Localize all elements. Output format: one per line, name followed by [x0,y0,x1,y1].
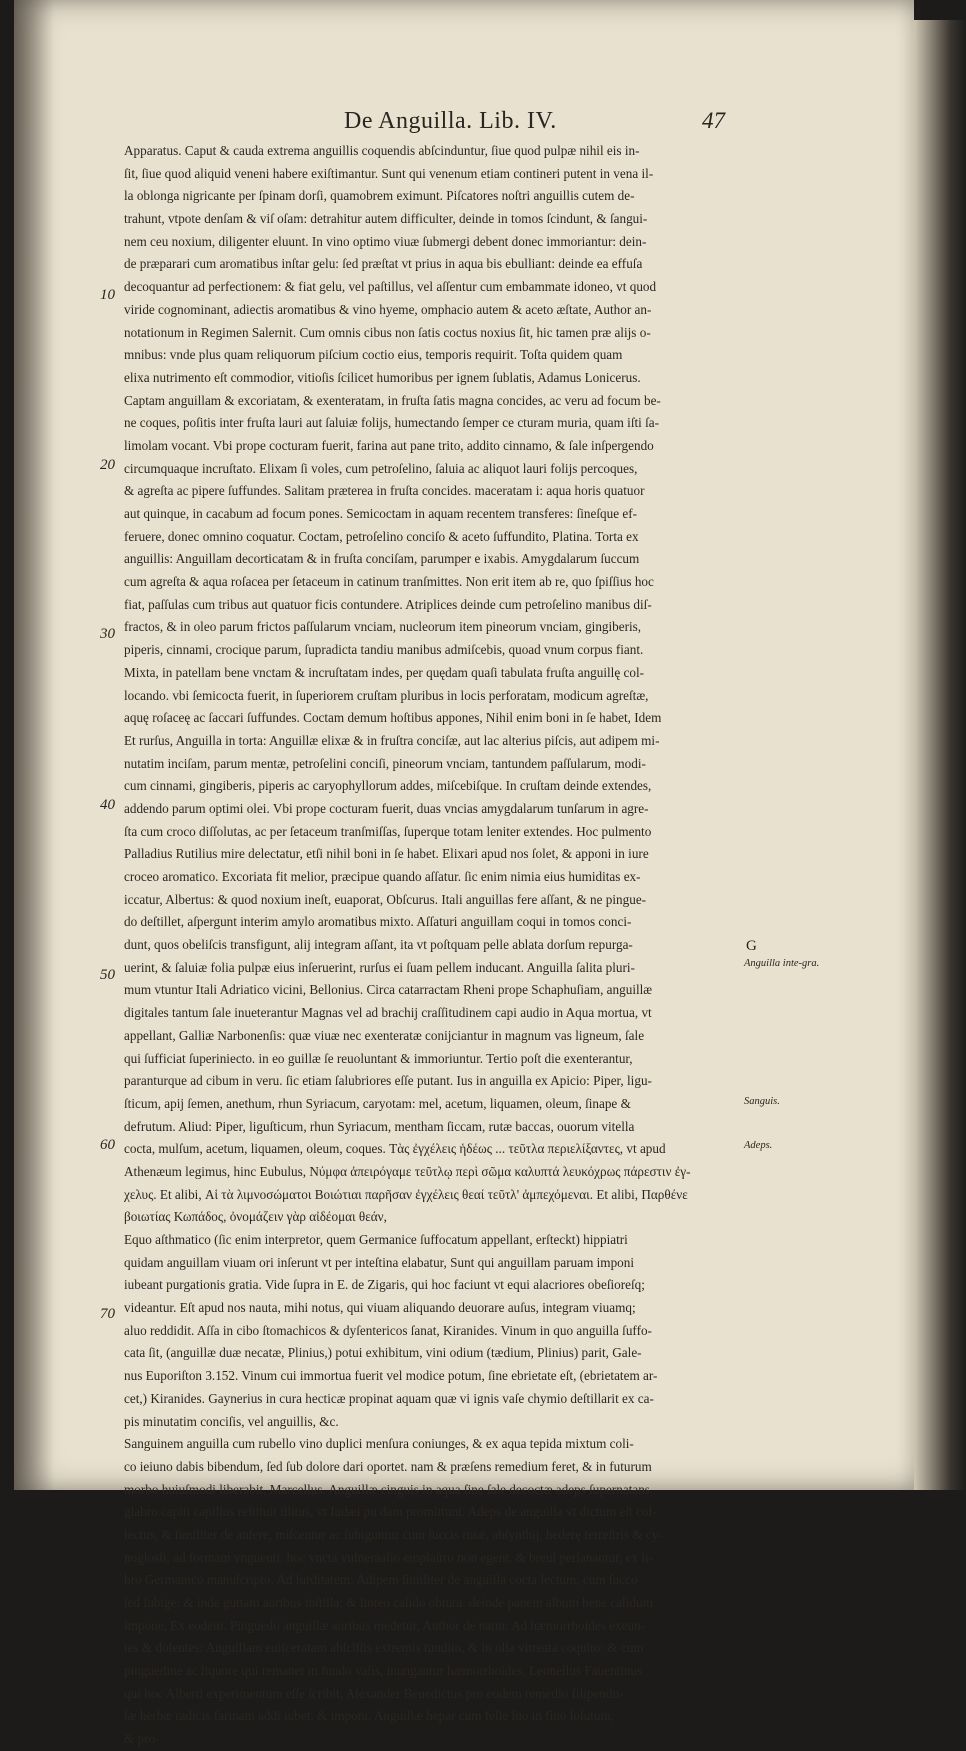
text-line: qui ſufficiat ſuperiniecto. in eo guillæ ſe reuoluntant & immoriuntur. Tertio poſt die exenterantur, [124,1050,633,1066]
text-line: de præparari cum aromatibus inſtar gelu: ſed præſtat vt prius in aqua bis ebulliant: deinde ea effuſa [124,256,643,272]
text-line: nutatim inciſam, parum mentæ, petroſelini conciſi, pineorum vnciam, tantundem paſſularum, modi- [124,755,646,771]
text-line: mum vtuntur Itali Adriatico vicini, Bellonius. Circa catarractam Rheni prope Schaphuſiam, anguillæ [124,982,653,998]
margin-letter: G [746,938,757,954]
text-line: viride cognominant, adiectis aromatibus & vino hyeme, omphacio autem & aceto æſtate, Author an- [124,301,652,317]
text-line: iubeant purgationis gratia. Vide ſupra in E. de Zigaris, qui hoc faciunt vt equi alacriores obeſioreſq; [124,1277,645,1293]
line-number: 30 [100,626,115,642]
main-text [124,140,734,1751]
text-line: iccatur, Albertus: & quod noxium ineſt, euaporat, Obſcurus. Itali anguillas fere aſſant, & ne pingue- [124,891,647,907]
text-line: noglosſi, ad formam vnguenti. hoc vncta vulneraalio emplaſtro non egent, & breui perſanantur, ex li- [124,1549,654,1565]
text-line: fractos, & in oleo parum frictos paſſularum vnciam, nucleorum item pineorum vnciam, gingiberis, [124,619,642,635]
text-line: aluo reddidit. Aſſa in cibo ſtomachicos & dyſentericos ſanat, Kiranides. Vinum in quo anguilla ſuffo- [124,1322,652,1338]
margin-note-anguilla-integra: Anguilla inte-gra. [744,958,820,969]
text-line: co ieiuno dabis bibendum, ſed ſub dolore dari oportet. nam & præſens remedium feret, & in futurum [124,1458,652,1474]
page [14,0,914,1747]
text-line: impone, Ex eodem. Pinguedo anguillæ auribus medetur, Author de natur. Ad hæmorrhoides exeun- [124,1617,646,1633]
margin-note-adeps: Adeps. [744,1140,773,1151]
text-line: lectus, & ſimiliter de anſere, miſcentur ac ſubiguntur cum ſuccis rutæ, abſynthij, hederę terreſtris & cy- [124,1526,663,1542]
text-line: Et rurſus, Anguilla in torta: Anguillæ elixæ & in fruſtra conciſæ, aut lac alterius piſcis, aut adipem mi- [124,732,660,748]
text-line: la oblonga nigricante per ſpinam dorſi, quamobrem eximunt. Piſcatores noſtri anguillis cutem de- [124,188,635,204]
line-number: 60 [100,1137,115,1153]
text-line: limolam vocant. Vbi prope cocturam fuerit, farina aut pane trito, addito cinnamo, & ſale inſpergendo [124,437,654,453]
text-line: aut quinque, in cacabum ad focum pones. Semicoctam in aquam recentem transferes: ſineſque ef- [124,506,638,521]
text-line: Mixta, in patellam bene vnctam & incruſtatam indes, per quędam quaſi tabulata fruſta anguillę col- [124,664,644,680]
text-line: quidam anguillam viuam ori inſerunt vt per inteſtina elabatur, Sunt qui anguillam paruam imponi [124,1254,635,1270]
text-line: ſta cum croco diſſolutas, ac per ſetaceum tranſmiſſas, ſuperque totam leniter extendes. Hoc pulmento [124,823,652,839]
text-line: digitales tantum ſale inueterantur Magnas vel ad brachij craſſitudinem capi audio in Aqua mortua, vt [124,1005,652,1021]
text-line: dunt, quos obeliſcis transfigunt, alij integram aſſant, ita vt poſtquam pelle ablata dorſum repurga- [124,937,633,953]
text-line: videantur. Eſt apud nos nauta, mihi notus, qui viuam aliquando deuorare auſus, integram viuamq; [124,1300,636,1316]
text-line: & agreſta ac pipere ſuffundes. Salitam præterea in fruſta concides. maceratam i: aqua horis quatuor [124,483,645,499]
text-line: mnibus: vnde plus quam reliquorum piſcium coctio eius, temporis requirit. Toſta quidem quam [124,347,623,363]
text-line: & pro- [124,1731,160,1747]
text-line: decoquantur ad perfectionem: & fiat gelu, vel paſtillus, vel aſſentur cum embammate idoneo, vt quod [124,279,657,295]
text-line: bro Germanico manuſcripto. Ad ſurditatem: Adipem ſimiliter de anguilla cocta lectum, cum ſucco [124,1572,638,1588]
text-line: cet,) Kiranides. Gaynerius in cura hecticæ propinat aquam quæ vi ignis vaſe chymio deſtillarit ex ca- [124,1390,654,1406]
text-line: nus Euporiſton 3.152. Vinum cui immortua fuerit vel modice potum, ſine ebrietate eſt, (ebrietatem ar- [124,1368,658,1384]
text-line: fiat, paſſulas cum tribus aut quatuor ficis contundere. Atriplices deinde cum petroſelino manibus diſ- [124,596,652,612]
page-header [14,108,914,138]
line-number: 50 [100,967,115,983]
page-edge [914,20,966,1490]
text-line: pinguedine ac liquore qui remanet in fundo vaſis, inungantur hæmorrhoides, Leonellus Fauentinus [124,1663,643,1679]
text-line: Palladius Rutilius mire delectatur, etſi nihil boni in ſe habet. Elixari apud nos ſolet, & apponi in iure [124,846,649,862]
text-line: appellant, Galliæ Narbonenſis: quæ viuæ nec exenteratæ conijciantur in magnum vas ligneum, ſale [124,1027,645,1043]
text-line: locando. vbi ſemicocta fuerit, in ſuperiorem cruſtam pluribus in locis perforatam, modicum agreſtæ, [124,687,649,703]
text-line: Equo aſthmatico (ſic enim interpretor, quem Germanice ſuffocatum appellant, erſteckt) hippiatri [124,1232,628,1247]
text-line: notationum in Regimen Salernit. Cum omnis cibus non ſatis coctus noxius ſit, hic tamen præ alijs o- [124,324,651,340]
text-line: ſit, ſiue quod aliquid veneni habere exiſtimantur. Sunt qui venenum etiam contineri putent in vena il- [124,165,654,181]
text-line: cata ſit, (anguillæ duæ necatæ, Plinius,) potui exhibitum, vini odium (tædium, Plinius) parit, Gale- [124,1345,642,1361]
text-line: Sanguinem anguilla cum rubello vino duplici menſura coniunges, & ex aqua tepida mixtum coli- [124,1436,634,1452]
text-line: Athenæum legimus, hinc Eubulus, Νύμφα ἀπειρόγαμε τεῦτλῳ περὶ σῶμα καλυπτά λευκόχρως πάρεστιν ἐγ- [124,1163,691,1179]
text-line: nem ceu noxium, diligenter eluunt. In vino optimo viuæ ſubmergi debent donec immoriantur: dein- [124,233,647,249]
text-line: βοιωτίας Κωπάδος, ὀνομάζειν γὰρ αἰδέομαι θεάν, [124,1209,387,1225]
text-line: pis minutatim conciſis, vel anguillis, &c. [124,1413,339,1429]
text-line: aquę roſaceę ac ſaccari ſuffundes. Coctam demum hoſtibus appones, Nihil enim boni in ſe habet, Idem [124,710,662,726]
text-line: paranturque ad cibum in veru. ſic etiam ſalubriores eſſe putant. Ius in anguilla ex Apicio: Piper, ligu- [124,1073,652,1089]
text-line: tes & dolentes: Anguillam euiſceratam abſciſſis extremis tundito, & in olla vitreata coquito: & cum [124,1640,644,1656]
margin-note-sanguis: Sanguis. [744,1096,780,1107]
text-line: addendo parum optimi olei. Vbi prope cocturam fuerit, duas vncias amygdalarum tunſarum in agre- [124,800,649,816]
text-line: Captam anguillam & excoriatam, & exenteratam, in fruſta ſatis magna concides, ac veru ad focum be- [124,392,661,408]
page-number: 47 [702,108,725,133]
text-line: χελυς. Et alibi, Αἱ τὰ λιμνοσώματοι Βοιώτιαι παρῆσαν ἐγχέλεις θεαί τεῦτλ' ἀμπεχόμεναι. Et alibi, Παρθένε [124,1186,688,1202]
text-line: uerint, & ſaluiæ folia pulpæ eius inſeruerint, rurſus ei ſuam pellem inducant. Anguilla ſalita pluri- [124,959,635,975]
text-line: trahunt, vtpote denſam & viſ oſam: detrahitur autem difficulter, deinde in tomos ſcindunt, & ſangui- [124,211,648,227]
text-line: cum cinnami, gingiberis, piperis ac caryophyllorum addes, miſcebiſque. In cruſtam deinde extendes, [124,778,652,794]
text-line: læ herbæ radicis farinam addi iubet, & imponi. Anguillæ hepar cum felle ſuo in fino ſolutum, [124,1708,615,1724]
text-line: circumquaque incruſtato. Elixam ſi voles, cum petroſelino, ſaluia ac aliquot lauri folijs percoques, [124,460,638,476]
text-line: Apparatus. Caput & cauda extrema anguillis coquendis abſcinduntur, ſiue quod pulpæ nihil eis in- [124,143,640,158]
text-line: ne coques, poſitis inter fruſta lauri aut ſaluiæ folijs, humectando ſemper ce cturam muria, quam iſti ſa- [124,415,660,431]
text-line: feruere, donec omnino coquatur. Coctam, petroſelino conciſo & aceto ſuffundito, Platina. Torta ex [124,528,639,544]
text-line: ſed ſubige: & inde guttam auribus inſtilla: & linteo calido obtura. deinde panem album bene calidum [124,1595,653,1610]
line-number: 20 [100,457,115,473]
text-line: defrutum. Aliud: Piper, liguſticum, rhun Syriacum, mentham ſiccam, rutæ baccas, ouorum vitella [124,1118,635,1134]
text-line: qui hoc Alberti experimentum eſſe ſcribit, Alexander Benedictus pro eodem remedio filipendu- [124,1685,624,1701]
line-number: 10 [100,287,115,303]
running-title: De Anguilla. Lib. IV. [344,108,557,134]
text-line: croceo aromatico. Excoriata fit melior, præcipue quando aſſatur. ſic enim nimia eius humiditas ex- [124,869,641,884]
text-line: do deſtillet, aſpergunt interim amylo aromatibus mixto. Aſſaturi anguillam coqui in tomos conci- [124,914,632,930]
line-number: 70 [100,1306,115,1322]
text-line: elixa nutrimento eſt commodior, vitioſis ſcilicet humoribus per ignem ſublatis, Adamus Lonicerus. [124,369,641,385]
text-line: anguillis: Anguillam decorticatam & in fruſta conciſam, parumper e ixabis. Amygdalarum ſuccum [124,551,640,567]
text-line: piperis, cinnami, crocique parum, ſupradicta tandiu manibus admiſcebis, quoad vnum corpus fiant. [124,642,644,658]
text-line: glabro capiti capillos reſtituit illitus, vt Iudæi pu dam promittunt. Adeps de anguilla vt dictum eſt col- [124,1504,657,1520]
text-line: ſticum, apij ſemen, anethum, rhun Syriacum, caryotam: mel, acetum, liquamen, oleum, ſinape & [124,1095,631,1111]
line-number: 40 [100,797,115,813]
text-line: cocta, mulſum, acetum, liquamen, oleum, coques. Τὰς ἐγχέλεις ἡδέως ... τεῦτλα περιελίξαντες, vt apud [124,1141,666,1157]
text-line: morbo huiuſmodi liberabit, Marcellus. Anguillæ cinguis in aqua ſine ſale decoctæ adeps ſupernatans [124,1481,650,1497]
text-line: cum agreſta & aqua roſacea per ſetaceum in catinum tranſmittes. Non erit item ab re, quo ſpiſſius hoc [124,574,654,590]
